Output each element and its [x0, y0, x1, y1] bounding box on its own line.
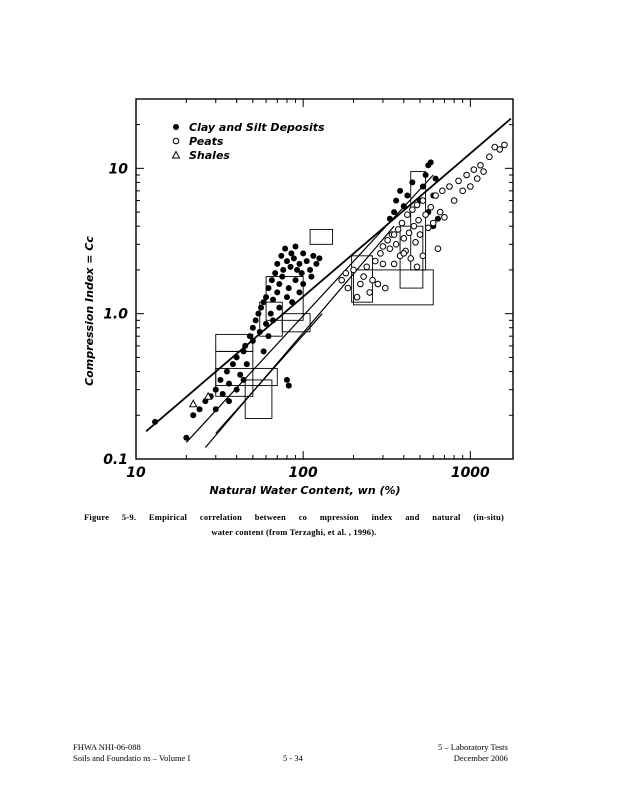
peat-point [414, 202, 420, 208]
peat-point [380, 244, 386, 250]
clay-silt-point [391, 209, 397, 215]
peat-point [460, 188, 466, 194]
clay-silt-point [397, 188, 403, 194]
caption-line-1: Figure 5-9. Empirical correlation between co mpression index and natural (in-situ) [84, 512, 504, 522]
clay-silt-point [313, 261, 319, 267]
footer-chapter: 5 – Laboratory Tests [438, 742, 508, 752]
clay-silt-point [284, 377, 290, 383]
peat-point [481, 169, 487, 175]
clay-silt-point [276, 305, 282, 311]
clay-silt-point [261, 348, 267, 354]
clay-silt-point [293, 277, 299, 283]
clay-silt-point [152, 419, 158, 425]
data-range-box [310, 229, 333, 244]
footer-document-title: Soils and Foundatio ns – Volume I [73, 753, 191, 763]
peat-point [339, 277, 345, 283]
clay-silt-point [276, 281, 282, 287]
peat-point [428, 204, 434, 210]
peat-point [401, 251, 407, 257]
clay-silt-point [299, 270, 305, 276]
clay-silt-point [272, 270, 278, 276]
peat-point [364, 264, 370, 270]
shale-point [190, 400, 197, 407]
figure-caption [84, 510, 504, 540]
clay-silt-point [433, 176, 439, 182]
peat-point [420, 253, 426, 259]
peat-point [345, 285, 351, 291]
peat-point [351, 267, 357, 273]
clay-silt-point [409, 179, 415, 185]
y-tick-label: 0.1 [103, 452, 128, 468]
peat-point [474, 176, 480, 182]
x-tick-label: 1000 [450, 465, 490, 481]
y-axis-label: Compression Index = Cc [83, 236, 96, 386]
peat-point [487, 154, 493, 160]
clay-silt-point [268, 311, 274, 317]
peat-point [361, 274, 367, 280]
peat-point [464, 172, 470, 178]
regression-line [146, 119, 511, 432]
clay-silt-point [234, 354, 240, 360]
peat-point [456, 178, 462, 184]
peat-point [451, 198, 457, 204]
regression-line [186, 175, 433, 442]
clay-silt-point [289, 299, 295, 305]
clay-silt-point [250, 325, 256, 331]
peat-point [437, 209, 443, 215]
peat-point [367, 290, 373, 296]
clay-silt-point [257, 329, 263, 335]
clay-silt-point [284, 294, 290, 300]
peat-point [391, 232, 397, 238]
clay-silt-point [304, 258, 310, 264]
peat-point [391, 261, 397, 267]
clay-silt-point [274, 289, 280, 295]
clay-silt-point [250, 338, 256, 344]
legend-label: Peats [189, 135, 224, 148]
peat-point [435, 246, 441, 252]
peat-point [358, 281, 364, 287]
legend-marker [173, 138, 179, 144]
peat-point [406, 230, 412, 236]
clay-silt-point [241, 377, 247, 383]
page-number: 5 - 34 [283, 753, 303, 763]
peat-point [372, 258, 378, 264]
clay-silt-point [269, 277, 275, 283]
peat-point [417, 232, 423, 238]
peat-point [401, 236, 407, 242]
y-tick-label: 1.0 [103, 306, 128, 323]
legend-label: Shales [189, 149, 230, 162]
clay-silt-point [183, 435, 189, 441]
peat-point [471, 167, 477, 173]
peat-point [430, 220, 436, 226]
clay-silt-point [279, 274, 285, 280]
peat-point [413, 239, 419, 245]
peat-point [416, 217, 422, 223]
clay-silt-point [237, 372, 243, 378]
clay-silt-point [217, 377, 223, 383]
clay-silt-point [224, 369, 230, 375]
regression-line [205, 226, 394, 447]
clay-silt-point [213, 406, 219, 412]
clay-silt-point [280, 267, 286, 273]
peat-point [497, 147, 503, 153]
peat-point [370, 277, 376, 283]
peat-point [468, 184, 474, 190]
clay-silt-point [270, 297, 276, 303]
clay-silt-point [316, 255, 322, 261]
clay-silt-point [423, 172, 429, 178]
clay-silt-point [296, 289, 302, 295]
clay-silt-point [286, 285, 292, 291]
clay-silt-point [278, 253, 284, 259]
peat-point [440, 188, 446, 194]
peat-point [383, 285, 389, 291]
clay-silt-point [253, 317, 259, 323]
peat-point [425, 225, 431, 231]
clay-silt-point [401, 203, 407, 209]
legend-label: Clay and Silt Deposits [189, 121, 325, 134]
footer-right [438, 742, 508, 764]
x-tick-label: 10 [126, 465, 146, 481]
clay-silt-point [420, 183, 426, 189]
peat-point [502, 142, 508, 148]
peat-point [420, 198, 426, 204]
clay-silt-point [244, 361, 250, 367]
peat-point [442, 215, 448, 221]
peat-point [433, 193, 439, 199]
clay-silt-point [300, 281, 306, 287]
clay-silt-point [255, 311, 261, 317]
clay-silt-point [428, 159, 434, 165]
clay-silt-point [226, 398, 232, 404]
legend-marker [173, 124, 179, 130]
clay-silt-point [220, 391, 226, 397]
peat-point [411, 223, 417, 229]
clay-silt-point [263, 294, 269, 300]
peat-point [408, 256, 414, 262]
peat-point [447, 184, 453, 190]
clay-silt-point [265, 333, 271, 339]
peat-point [405, 212, 411, 218]
x-tick-label: 100 [288, 465, 318, 481]
clay-silt-point [274, 261, 280, 267]
clay-silt-point [282, 246, 288, 252]
caption-line-2: water content (from Terzaghi, et al. , 1996). [211, 527, 377, 537]
clay-silt-point [308, 274, 314, 280]
peat-point [380, 261, 386, 267]
clay-silt-point [293, 243, 299, 249]
legend-marker [173, 152, 180, 159]
clay-silt-point [263, 321, 269, 327]
clay-silt-point [393, 198, 399, 204]
clay-silt-point [234, 387, 240, 393]
footer-left [73, 742, 190, 764]
clay-silt-point [288, 264, 294, 270]
clay-silt-point [286, 383, 292, 389]
clay-silt-point [310, 253, 316, 259]
peat-point [378, 251, 384, 257]
y-tick-label: 10 [108, 161, 128, 178]
peat-point [375, 281, 381, 287]
clay-silt-point [284, 258, 290, 264]
peat-point [343, 270, 349, 276]
clay-silt-point [190, 412, 196, 418]
clay-silt-point [296, 261, 302, 267]
clay-silt-point [265, 285, 271, 291]
peat-point [393, 242, 399, 248]
clay-silt-point [270, 317, 276, 323]
clay-silt-point [226, 381, 232, 387]
x-axis-label: Natural Water Content, wn (%) [209, 484, 401, 497]
clay-silt-point [241, 348, 247, 354]
peat-point [478, 162, 484, 168]
clay-silt-point [404, 193, 410, 199]
peat-point [414, 264, 420, 270]
clay-silt-point [213, 387, 219, 393]
clay-silt-point [387, 216, 393, 222]
peat-point [385, 237, 391, 243]
footer-report-number: FHWA NHI-06-088 [73, 742, 141, 752]
clay-silt-point [291, 255, 297, 261]
peat-point [387, 246, 393, 252]
clay-silt-point [307, 267, 313, 273]
clay-silt-point [258, 305, 264, 311]
clay-silt-point [242, 343, 248, 349]
peat-point [354, 294, 360, 300]
peat-point [423, 212, 429, 218]
clay-silt-point [230, 361, 236, 367]
peat-point [395, 227, 401, 233]
peat-point [410, 207, 416, 213]
clay-silt-point [435, 216, 441, 222]
clay-silt-point [300, 250, 306, 256]
peat-point [399, 220, 405, 226]
footer-date: December 2006 [453, 753, 508, 763]
